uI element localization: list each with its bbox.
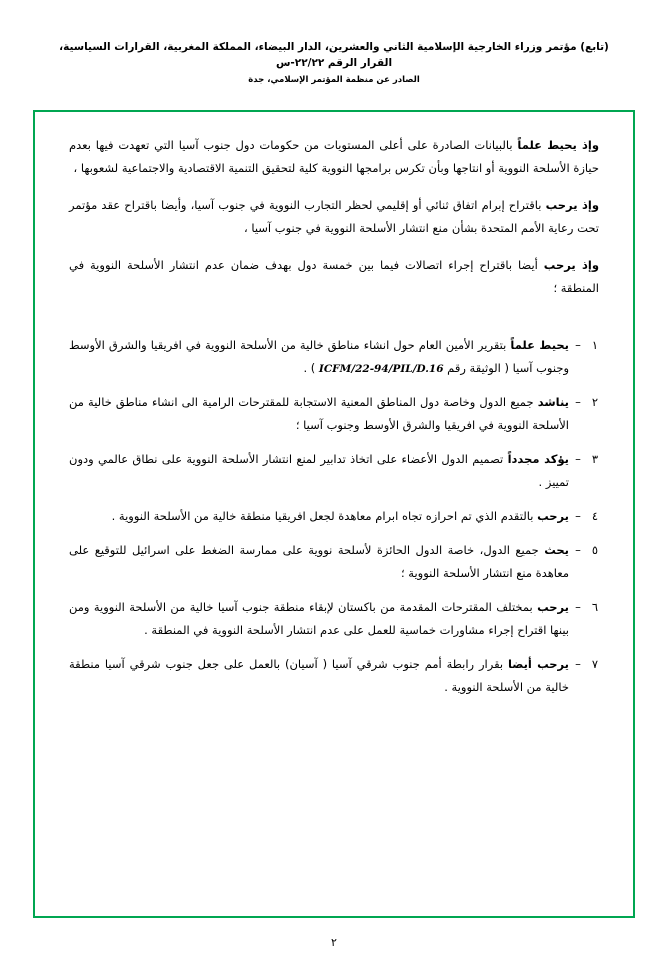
preamble-lead-3: وإذ يرحب: [543, 258, 599, 272]
item-dash: –: [575, 657, 581, 671]
preamble-paragraph: [65, 254, 603, 300]
item-body: تصميم الدول الأعضاء على اتخاذ تدابير لمنع انتشار الأسلحة النووية على نطاق عالمي ودون تمييز .: [69, 452, 569, 489]
item-lead: يحيط علماً: [510, 338, 569, 352]
item-dash: –: [575, 395, 581, 409]
page-footer: [0, 936, 668, 949]
preamble-text-1: بالبيانات الصادرة على أعلى المستويات من حكومات دول جنوب آسيا التي تعهدت فيها بعدم حيازة الأسلحة النووية أو انتاجها وبأن تكرس برامجها النووية كلية لتحقيق التنمية الاقتصادية والاجتماعية لشعوبها ،: [69, 138, 599, 175]
item-body: جميع الدول وخاصة دول المناطق المعنية الاستجابة للمقترحات الرامية الى انشاء مناطق خالية من الأسلحة النووية في افريقيا والشرق الأوسط وجنوب آسيا ؛: [69, 395, 569, 432]
item-dash: –: [575, 452, 581, 466]
numbered-resolution-list: [65, 334, 603, 699]
item-lead: يرحب: [537, 600, 569, 614]
list-item: [65, 653, 603, 699]
preamble-paragraph: [65, 134, 603, 180]
item-number: ٢: [591, 395, 599, 409]
preamble-lead-1: وإذ يحيط علماً: [517, 138, 599, 152]
item-lead: يحث: [544, 543, 569, 557]
item-number: ٣: [591, 452, 599, 466]
item-dash: –: [575, 600, 581, 614]
preamble-lead-2: وإذ يرحب: [545, 198, 599, 212]
item-dash: –: [575, 543, 581, 557]
item-body: بمختلف المقترحات المقدمة من باكستان لإبقاء منطقة جنوب آسيا خالية من الأسلحة النووية ومن بينها اقتراح إجراء مشاورات خماسية للعمل على عدم انتشار الأسلحة النووية في المنطقة .: [69, 600, 569, 637]
item-dash: –: [575, 509, 581, 523]
item-lead: يرحب أيضا: [507, 657, 570, 671]
list-item: [65, 539, 603, 585]
preamble-paragraph: [65, 194, 603, 240]
item-text: [65, 596, 569, 642]
item-body: جميع الدول، خاصة الدول الحائزة لأسلحة نووية على ممارسة الضغط على اسرائيل للتوقيع على معاهدة منع انتشار الأسلحة النووية ؛: [69, 543, 569, 580]
item-body: بقرار رابطة أمم جنوب شرقي آسيا ( آسيان) بالعمل على جعل جنوب شرقي آسيا منطقة خالية من الأسلحة النووية .: [69, 657, 569, 694]
item-lead: يؤكد مجدداً: [507, 452, 570, 466]
list-item: [65, 391, 603, 437]
item-number: ٧: [591, 657, 599, 671]
item-number: ٤: [591, 509, 599, 523]
page-number: ٢: [331, 936, 337, 949]
item-text: [65, 391, 569, 437]
header-title-line1: (تابع) مؤتمر وزراء الخارجية الإسلامية الثاني والعشرين، الدار البيضاء، المملكة المغربية، القرارات السياسية، القرار الرقم ٢٢/٢٢-س: [59, 41, 609, 69]
item-lead: يرحب: [537, 509, 569, 523]
item-number: ١: [591, 338, 599, 352]
list-item: [65, 596, 603, 642]
list-item: [65, 448, 603, 494]
item-dash: –: [575, 338, 581, 352]
item-number: ٦: [591, 600, 599, 614]
item-number: ٥: [591, 543, 599, 557]
section-spacer: [65, 314, 603, 334]
header-title-line2: الصادر عن منظمة المؤتمر الإسلامي، جدة: [248, 74, 420, 85]
frame-content: [35, 112, 633, 720]
document-reference: ICFM/22-94/PIL/D.16: [318, 363, 444, 375]
item-lead: يناشد: [537, 395, 569, 409]
item-body: بالتقدم الذي تم احرازه تجاه ابرام معاهدة لجعل افريقيا منطقة خالية من الأسلحة النووية .: [111, 509, 538, 523]
preamble-text-2: باقتراح إبرام اتفاق ثنائي أو إقليمي لحظر التجارب النووية في جنوب آسيا، وأيضا باقتراح عقد مؤتمر تحت رعاية الأمم المتحدة بشأن منع انتشار الأسلحة النووية في جنوب آسيا ،: [69, 198, 599, 235]
item-body-after: ) .: [303, 361, 319, 375]
list-item: [65, 505, 603, 528]
item-text: [65, 448, 569, 494]
document-header: [0, 0, 668, 87]
list-item: [65, 334, 603, 380]
preamble-text-3: أيضا باقتراح إجراء اتصالات فيما بين خمسة دول بهدف ضمان عدم انتشار الأسلحة النووية في المنطقة ؛: [69, 258, 599, 295]
item-text: [65, 653, 569, 699]
item-body: بتقرير الأمين العام حول انشاء مناطق خالية من الأسلحة النووية في افريقيا والشرق الأوسط وجنوب آسيا ( الوثيقة رقم: [69, 338, 569, 375]
item-text: [65, 505, 569, 528]
item-text: [65, 539, 569, 585]
item-text: [65, 334, 569, 380]
green-content-frame: [33, 110, 635, 918]
